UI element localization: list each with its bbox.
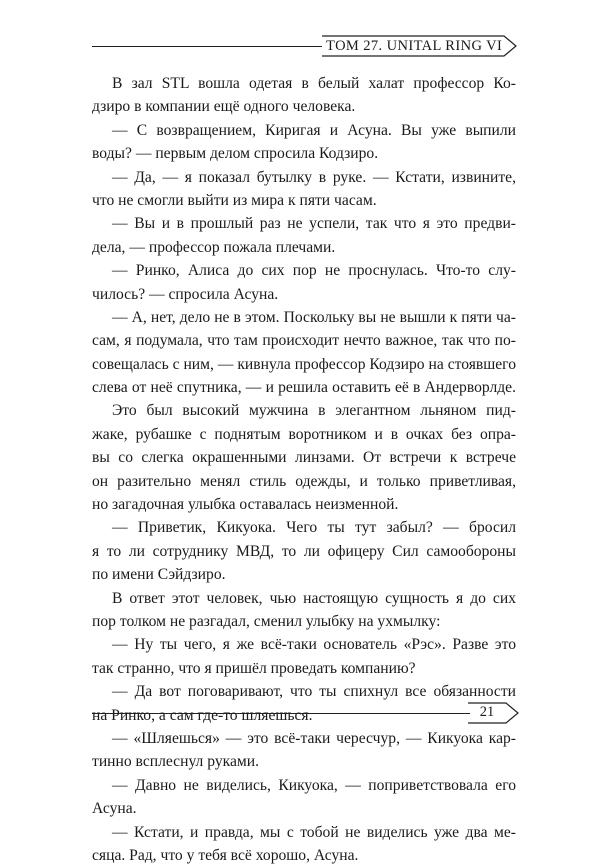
text-line: Это был высокий мужчина в элегантном льняном пид- (112, 402, 516, 420)
running-title: ТОМ 27. UNITAL RING VI (326, 38, 503, 54)
text-line: — Да вот поговаривают, что ты спихнул все обязанности (112, 683, 516, 701)
text-line: — Кстати, и правда, мы с тобой не виделись уже два ме- (112, 823, 516, 841)
text-line: Асуна. (92, 800, 137, 818)
text-line: пор толком не разгадал, сменил улыбку на ухмылку: (92, 612, 441, 630)
text-line: дзиро в компании ещё одного человека. (92, 98, 356, 116)
text-line: но загадочная улыбка оставалась неизменной. (92, 496, 399, 514)
text-line: — «Шляешься» — это всё-таки чересчур, — Кикуока кар- (112, 729, 516, 747)
footer-rule (92, 713, 470, 714)
page-footer (0, 695, 600, 735)
text-line: — Да, — я показал бутылку в руке. — Кстати, извините, (112, 168, 516, 186)
text-line: чилось? — спросила Асуна. (92, 285, 279, 303)
text-line: тинно всплеснул руками. (92, 753, 259, 771)
text-line: слева от неё спутника, — и решила оставить её в Андерворлде. (92, 379, 516, 397)
text-line: — Приветик, Кикуока. Чего ты тут забыл? — бросил (112, 519, 516, 537)
body-text (92, 72, 516, 867)
header-tag (322, 35, 518, 57)
text-line: вы со слегка окрашенными линзами. От встречи к встрече (92, 449, 516, 467)
text-line: что не смогли выйти из мира к пяти часам. (92, 191, 377, 209)
text-line: он разительно менял стиль одежды, и только приветливая, (92, 472, 516, 490)
text-line: — Давно не виделись, Кикуока, — поприветствовала его (112, 776, 516, 794)
running-header (0, 0, 600, 70)
text-line: — Ну ты чего, я же всё-таки основатель «Рэс». Разве это (112, 636, 516, 654)
header-rule (92, 46, 322, 47)
text-line: дела, — профессор пожала плечами. (92, 238, 336, 256)
text-line: сам, я подумала, что там происходит нечто важное, так что по- (92, 332, 516, 350)
text-line: воды? — первым делом спросила Кодзиро. (92, 145, 379, 163)
text-line: так странно, что я пришёл проведать компанию? (92, 659, 416, 677)
text-line: по имени Сэйдзиро. (92, 566, 226, 584)
text-line: — А, нет, дело не в этом. Поскольку вы не вышли к пяти ча- (112, 308, 516, 326)
text-line: — Вы и в прошлый раз не успели, так что я это предви- (112, 215, 516, 233)
text-line: В ответ этот человек, чью настоящую сущность я до сих (112, 589, 516, 607)
text-line: В зал STL вошла одетая в белый халат профессор Ко- (112, 75, 516, 92)
text-line: сяца. Рад, что у тебя всё хорошо, Асуна. (92, 846, 359, 864)
text-line: жаке, рубашке с поднятым воротником и в очках без опра- (92, 425, 516, 443)
text-line: на Ринко, а сам где-то шляешься. (92, 706, 313, 724)
text-line: я то ли сотруднику МВД, то ли офицеру Сил самообороны (92, 542, 516, 560)
page-number-tag (468, 702, 520, 724)
text-line: совещалась с ним, — кивнула профессор Кодзиро на стоявшего (92, 355, 516, 373)
page-number: 21 (479, 704, 495, 720)
text-line: — Ринко, Алиса до сих пор не проснулась. Что-то слу- (112, 262, 516, 280)
text-line: — С возвращением, Киригая и Асуна. Вы уже выпили (112, 121, 516, 139)
